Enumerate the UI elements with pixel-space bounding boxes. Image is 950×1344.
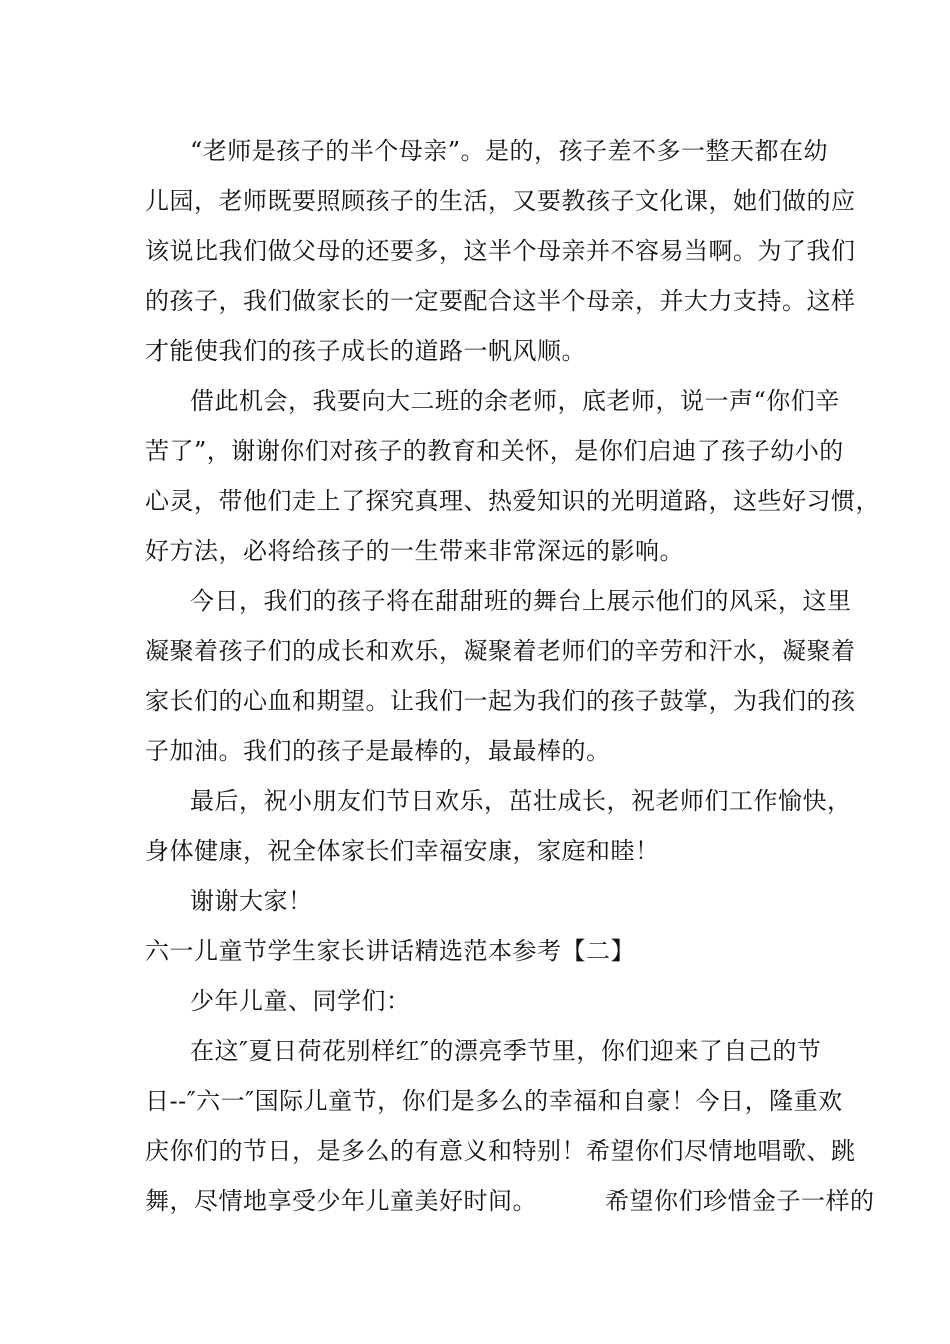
paragraph-5-line-1: 在这″夏日荷花别样红″的漂亮季节里，你们迎来了自己的节 xyxy=(190,1037,822,1065)
paragraph-5-line-3: 庆你们的节日，是多么的有意义和特别！希望你们尽情地唱歌、跳 xyxy=(145,1137,856,1165)
paragraph-4-line-1: 最后，祝小朋友们节日欢乐，茁壮成长，祝老师们工作愉快， xyxy=(190,787,852,815)
paragraph-1-line-3: 该说比我们做父母的还要多，这半个母亲并不容易当啊。为了我们 xyxy=(145,237,856,265)
thanks-line: 谢谢大家！ xyxy=(190,887,313,915)
paragraph-2-line-4: 好方法，必将给孩子的一生带来非常深远的影响。 xyxy=(145,537,684,565)
paragraph-1-line-5: 才能使我们的孩子成长的道路一帆风顺。 xyxy=(145,337,586,365)
paragraph-5-line-4-main: 舞，尽情地享受少年儿童美好时间。 xyxy=(145,1187,537,1215)
section-title: 六一儿童节学生家长讲话精选范本参考【二】 xyxy=(145,937,635,965)
paragraph-4-line-2: 身体健康，祝全体家长们幸福安康，家庭和睦！ xyxy=(145,837,660,865)
paragraph-3-line-1: 今日，我们的孩子将在甜甜班的舞台上展示他们的风采，这里 xyxy=(190,587,852,615)
paragraph-2-line-2: 苦了”，谢谢你们对孩子的教育和关怀，是你们启迪了孩子幼小的 xyxy=(145,437,844,465)
paragraph-3-line-4: 子加油。我们的孩子是最棒的，最最棒的。 xyxy=(145,737,611,765)
paragraph-5-line-2: 日--″六一″国际儿童节，你们是多么的幸福和自豪！今日，隆重欢 xyxy=(145,1087,843,1115)
greeting-line: 少年儿童、同学们： xyxy=(190,987,411,1015)
paragraph-3-line-2: 凝聚着孩子们的成长和欢乐，凝聚着老师们的辛劳和汗水，凝聚着 xyxy=(145,637,856,665)
paragraph-5-line-4 xyxy=(145,1186,875,1216)
paragraph-1-line-4: 的孩子，我们做家长的一定要配合这半个母亲，并大力支持。这样 xyxy=(145,287,856,315)
paragraph-1-line-2: 儿园，老师既要照顾孩子的生活，又要教孩子文化课，她们做的应 xyxy=(145,187,856,215)
paragraph-1-line-1: “老师是孩子的半个母亲”。是的，孩子差不多一整天都在幼 xyxy=(190,137,829,165)
paragraph-2-line-3: 心灵，带他们走上了探究真理、热爱知识的光明道路，这些好习惯， xyxy=(145,487,880,515)
paragraph-5-line-4-tail: 希望你们珍惜金子一样的 xyxy=(605,1187,875,1215)
paragraph-2-line-1: 借此机会，我要向大二班的余老师，底老师，说一声“你们辛 xyxy=(190,387,840,415)
paragraph-3-line-3: 家长们的心血和期望。让我们一起为我们的孩子鼓掌，为我们的孩 xyxy=(145,687,856,715)
